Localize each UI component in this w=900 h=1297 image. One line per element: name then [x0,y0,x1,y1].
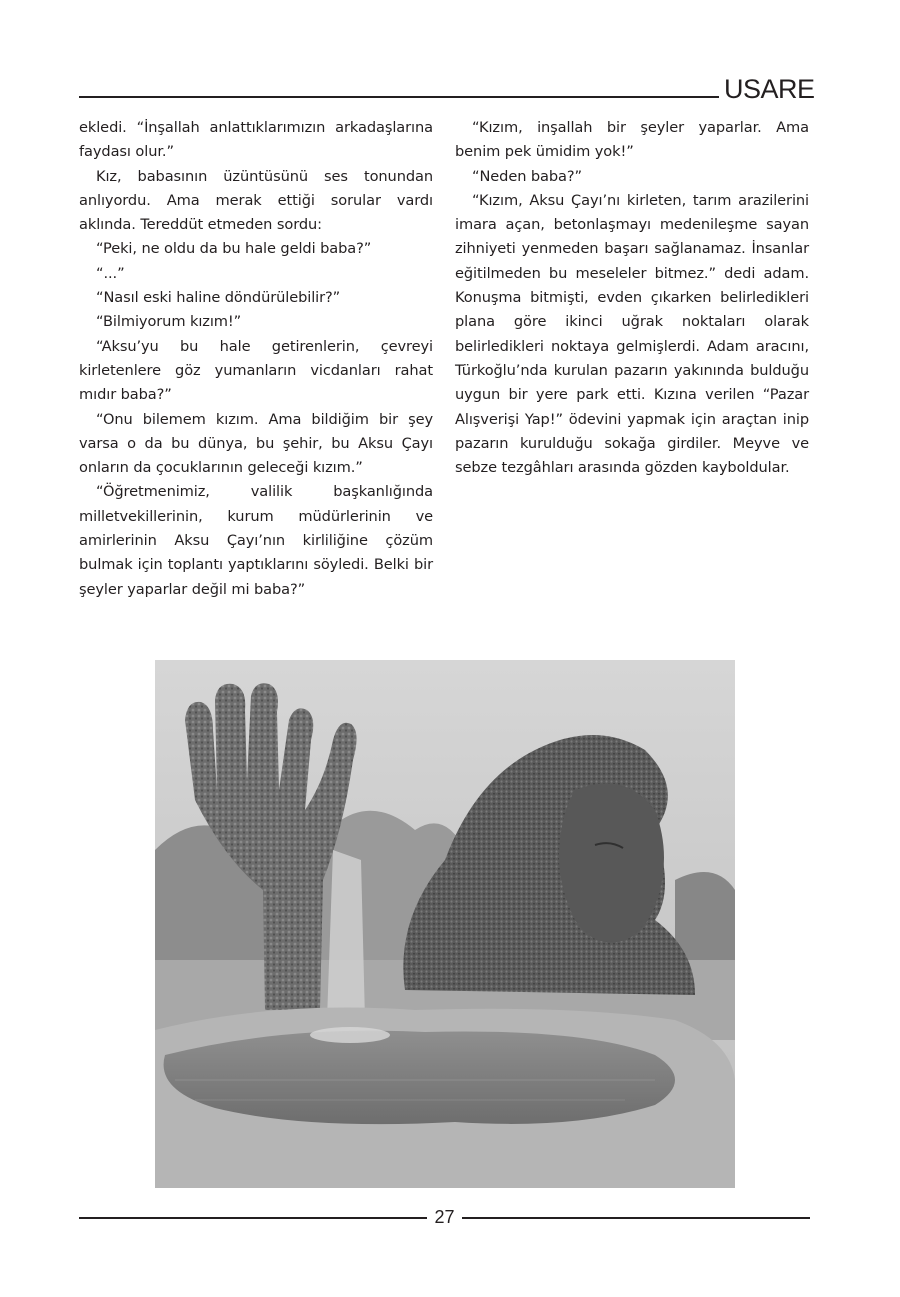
paragraph: “Nasıl eski haline döndürülebilir?” [96,289,341,307]
left-text-column [79,116,433,602]
paragraph: Kız, babasının üzüntüsünü ses tonundan anlıyordu. Ama merak ettiği sorular vardı aklında. Tereddüt etmeden sordu: [79,167,433,234]
topiary-sculpture-photo [155,660,735,1188]
paragraph: “Kızım, inşallah bir şeyler yaparlar. Ama benim pek ümidim yok!” [455,119,809,161]
paragraph: “Bilmiyorum kızım!” [96,313,242,331]
paragraph: “Neden baba?” [472,167,583,185]
paragraph: “...” [96,264,125,282]
page-number: 27 [434,1207,455,1227]
header-rule [79,96,719,98]
paragraph: ekledi. “İnşallah anlattıklarımızın arkadaşlarına faydası olur.” [79,119,433,161]
paragraph: “Aksu’yu bu hale getirenlerin, çevreyi kirletenlere göz yumanların vicdanları rahat mıdır baba?” [79,337,433,404]
footer-rule-right [462,1217,810,1219]
paragraph: “Peki, ne oldu da bu hale geldi baba?” [96,240,372,258]
paragraph: “Onu bilemem kızım. Ama bildiğim bir şey varsa o da bu dünya, bu şehir, bu Aksu Çayı onların da çocuklarının geleceği kızım.” [79,410,433,477]
paragraph: “Kızım, Aksu Çayı’nı kirleten, tarım arazilerini imara açan, betonlaşmayı medenileşme sayan zihniyeti yenmeden başarı sağlanamaz. İnsanlar eğitilmeden bu meseleler bitmez.” dedi adam. Konuşma bitmişti, evden çıkarken belirledikleri plana göre ikinci uğrak noktaları olarak belirledikleri noktaya gelmişlerdi. Adam aracını, Türkoğlu’nda kurulan pazarın yakınında bulduğu uygun bir yere park etti. Kızına verilen “Pazar Alışverişi Yap!” ödevini yapmak için araçtan inip pazarın kurulduğu sokağa girdiler. Meyve ve sebze tezgâhları arasında gözden kayboldular. [455,191,809,477]
footer-rule-left [79,1217,427,1219]
journal-brand: USARE [724,74,815,104]
paragraph: “Öğretmenimiz, valilik başkanlığında milletvekillerinin, kurum müdürlerinin ve amirlerinin Aksu Çayı’nın kirliliğine çözüm bulmak için toplantı yaptıklarını söyledi. Belki bir şeyler yaparlar değil mi baba?” [79,483,433,598]
right-text-column [455,116,809,480]
